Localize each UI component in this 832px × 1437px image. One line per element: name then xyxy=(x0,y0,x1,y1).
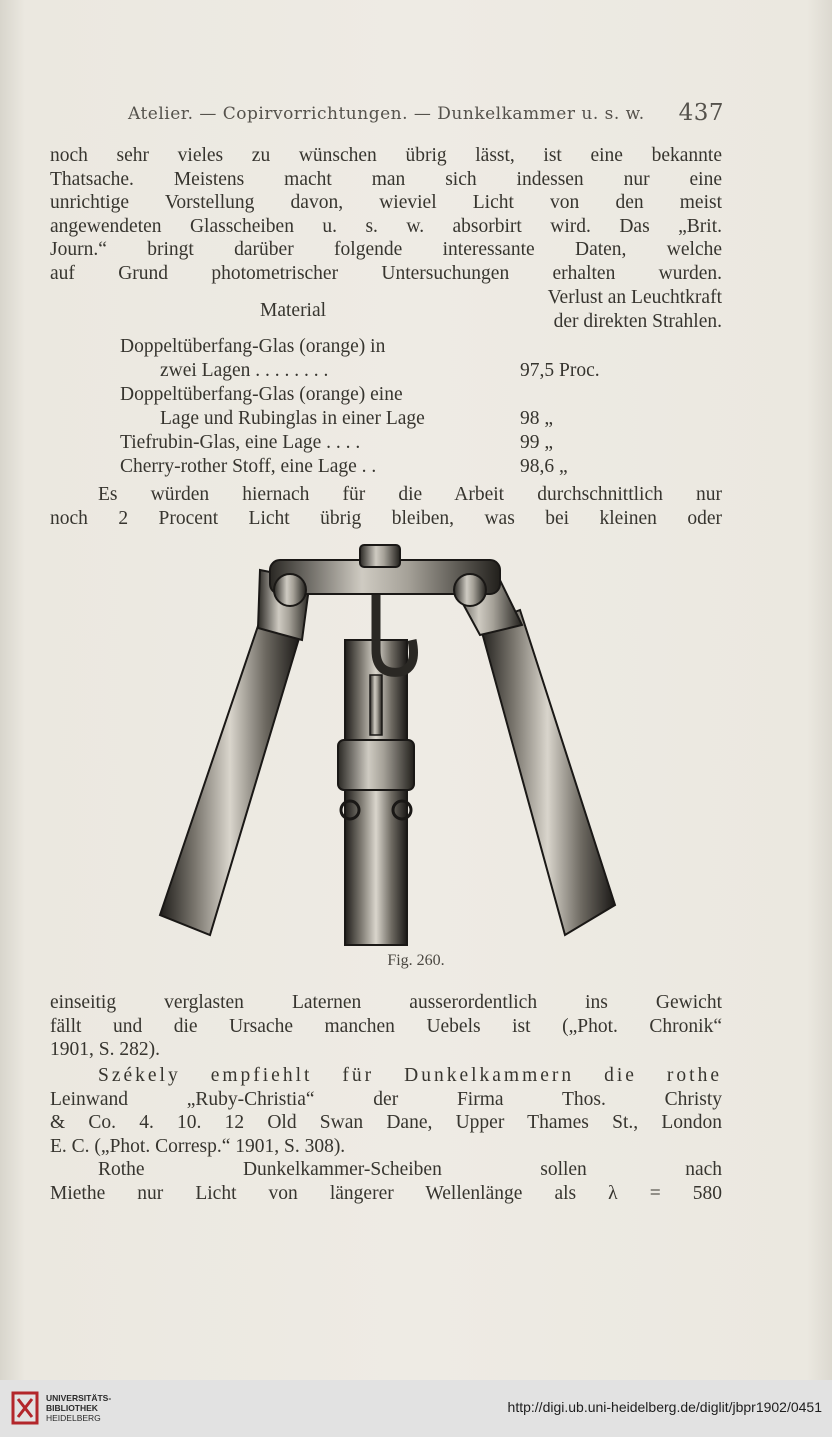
text-line: Es würden hiernach für die Arbeit durchschnittlich nur xyxy=(98,484,722,505)
text-line: Miethe nur Licht von längerer Wellenlänge als λ = 580 xyxy=(50,1182,722,1204)
text-line: Journ.“ bringt darüber folgende interessante Daten, welche xyxy=(50,239,722,260)
text-line: einseitig verglasten Laternen ausserordentlich ins Gewicht xyxy=(50,992,722,1013)
text-line: noch sehr vieles zu wünschen übrig lässt, ist eine bekannte xyxy=(50,145,722,166)
table-header-loss-line2: der direkten Strahlen. xyxy=(553,311,722,332)
table-row-text: Tiefrubin-Glas, eine Lage . . . . xyxy=(120,432,361,453)
text-line: Rothe Dunkelkammer-Scheiben sollen nach xyxy=(98,1159,722,1180)
library-name-line3: HEIDELBERG xyxy=(46,1413,101,1423)
page-number: 437 xyxy=(678,100,724,126)
table-row-text: Doppeltüberfang-Glas (orange) eine xyxy=(120,384,403,405)
paragraph-4 xyxy=(50,1064,722,1158)
left-leg xyxy=(160,570,310,935)
table-row-text: zwei Lagen . . . . . . . . xyxy=(160,360,329,381)
permalink-url[interactable]: http://digi.ub.uni-heidelberg.de/diglit/jbpr1902/0451 xyxy=(507,1399,822,1415)
table-header-loss xyxy=(548,286,722,334)
library-logo-icon xyxy=(10,1389,40,1427)
library-name-line1: UNIVERSITÄTS- xyxy=(46,1393,112,1403)
table-row-value: 99 „ xyxy=(520,432,554,453)
text-line: E. C. („Phot. Corresp.“ 1901, S. 308). xyxy=(50,1135,346,1157)
table-row-value: 98 „ xyxy=(520,408,554,429)
paragraph-5 xyxy=(50,1158,722,1205)
running-title: Atelier. — Copirvorrichtungen. — Dunkelkammer u. s. w. xyxy=(128,104,645,124)
text-line: unrichtige Vorstellung davon, wieviel Licht von den meist xyxy=(50,192,722,213)
text-line: & Co. 4. 10. 12 Old Swan Dane, Upper Thames St., London xyxy=(50,1112,722,1133)
table-row-value: 97,5 Proc. xyxy=(520,360,600,381)
table-row-text: Lage und Rubinglas in einer Lage xyxy=(160,408,425,429)
tripod-head-illustration xyxy=(150,540,620,950)
right-leg xyxy=(450,570,615,935)
paragraph-2 xyxy=(50,483,722,530)
library-name xyxy=(46,1393,111,1423)
text-line: Thatsache. Meistens macht man sich indessen nur eine xyxy=(50,168,722,190)
library-name-line2: BIBLIOTHEK xyxy=(46,1403,98,1413)
text-line: Leinwand „Ruby-Christia“ der Firma Thos. Christy xyxy=(50,1088,722,1110)
table-header-loss-line1: Verlust an Leuchtkraft xyxy=(547,287,722,308)
text-line: angewendeten Glasscheiben u. s. w. absorbirt wird. Das „Brit. xyxy=(50,215,722,237)
table-row-value: 98,6 „ xyxy=(520,456,568,477)
table-row-text: Cherry-rother Stoff, eine Lage . . xyxy=(120,456,377,477)
paragraph-1 xyxy=(50,144,722,285)
running-header xyxy=(128,100,724,130)
digitization-footer xyxy=(0,1380,832,1437)
text-line: fällt und die Ursache manchen Uebels ist („Phot. Chronik“ xyxy=(50,1015,722,1037)
paragraph-3 xyxy=(50,991,722,1062)
text-line: 1901, S. 282). xyxy=(50,1039,160,1060)
figure-caption: Fig. 260. xyxy=(387,952,445,969)
text-line: Székely empfiehlt für Dunkelkammern die rothe xyxy=(98,1065,722,1086)
text-line: noch 2 Procent Licht übrig bleiben, was bei kleinen oder xyxy=(50,507,722,529)
text-line: auf Grund photometrischer Untersuchungen erhalten wurden. xyxy=(50,262,722,284)
absorption-table xyxy=(50,286,722,478)
table-row-text: Doppeltüberfang-Glas (orange) in xyxy=(120,336,386,357)
table-header-material: Material xyxy=(260,300,327,321)
